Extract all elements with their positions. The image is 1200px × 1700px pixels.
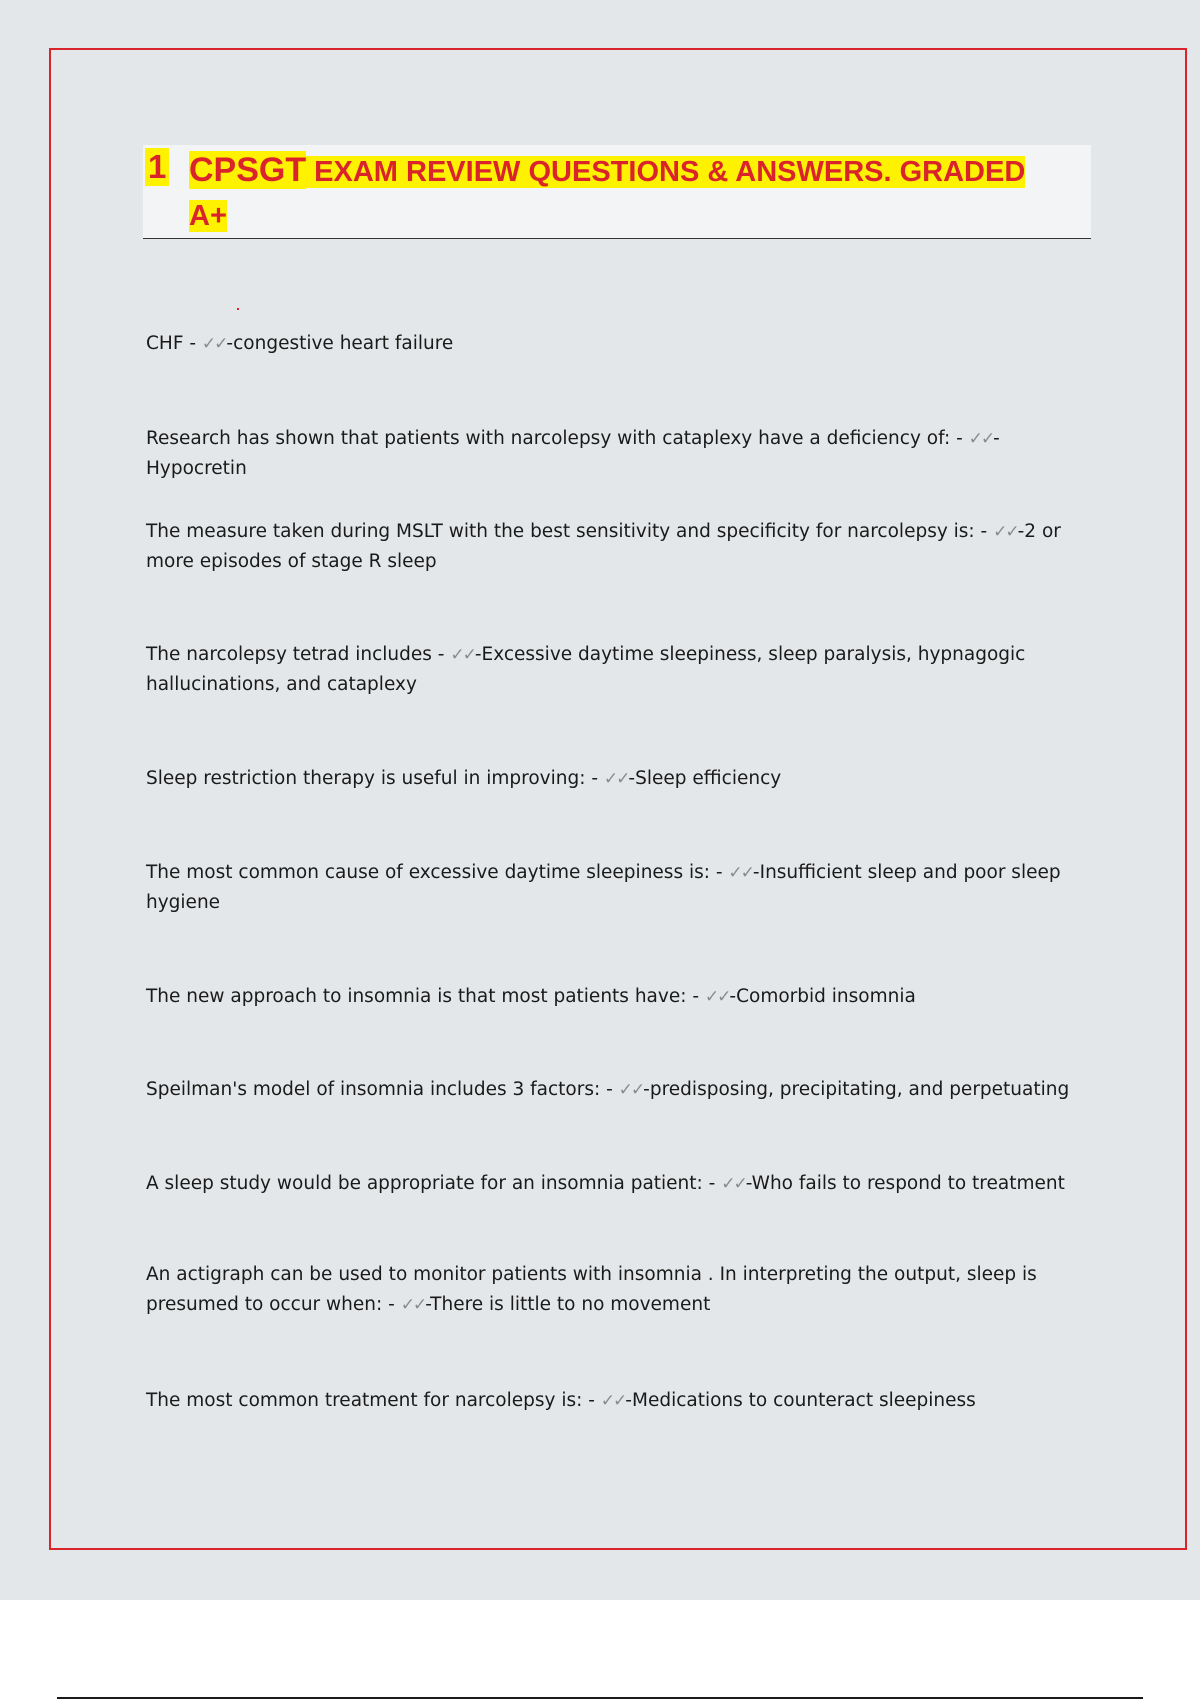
answer-prefix: - bbox=[425, 1294, 431, 1315]
separator: - bbox=[974, 521, 994, 542]
double-check-icon: ✓✓ bbox=[450, 645, 475, 665]
separator: - bbox=[431, 644, 451, 665]
question-text: An actigraph can be used to monitor patients with insomnia . In interpreting the output, sleep is presumed to occur when: bbox=[146, 1264, 1037, 1315]
question-text: Research has shown that patients with narcolepsy with cataplexy have a deficiency of: bbox=[146, 428, 951, 449]
separator: - bbox=[382, 1294, 401, 1315]
question-text: The narcolepsy tetrad includes bbox=[146, 644, 432, 665]
double-check-icon: ✓✓ bbox=[728, 863, 753, 883]
separator: - bbox=[950, 428, 969, 449]
answer-text: Comorbid insomnia bbox=[736, 986, 916, 1007]
question-text: CHF bbox=[146, 333, 184, 354]
question-text: The most common cause of excessive daytime sleepiness is: bbox=[146, 862, 710, 883]
answer-prefix: - bbox=[1017, 521, 1025, 542]
double-check-icon: ✓✓ bbox=[618, 1080, 644, 1100]
answer-prefix: - bbox=[752, 862, 760, 883]
separator: - bbox=[582, 1390, 601, 1411]
answer-prefix: - bbox=[729, 986, 737, 1007]
qa-item-8 bbox=[146, 1075, 1096, 1105]
question-text: The new approach to insomnia is that most patients have: bbox=[146, 986, 687, 1007]
qa-item-1 bbox=[146, 329, 1096, 359]
answer-text: There is little to no movement bbox=[430, 1294, 711, 1315]
answer-prefix: - bbox=[628, 768, 636, 789]
answer-text: Sleep efficiency bbox=[635, 768, 782, 789]
separator: - bbox=[686, 986, 705, 1007]
answer-prefix: - bbox=[993, 428, 1000, 449]
qa-item-11 bbox=[146, 1386, 1096, 1416]
answer-prefix: - bbox=[745, 1173, 752, 1194]
answer-prefix: - bbox=[643, 1079, 650, 1100]
separator: - bbox=[183, 333, 202, 354]
question-text: A sleep study would be appropriate for an insomnia patient: bbox=[146, 1173, 703, 1194]
question-text: Sleep restriction therapy is useful in improving: bbox=[146, 768, 586, 789]
answer-text: predisposing, precipitating, and perpetuating bbox=[649, 1079, 1070, 1100]
question-text: The most common treatment for narcolepsy is: bbox=[146, 1390, 583, 1411]
document-title bbox=[189, 148, 1069, 238]
double-check-icon: ✓✓ bbox=[993, 522, 1018, 542]
answer-prefix: - bbox=[625, 1390, 632, 1411]
qa-item-2 bbox=[146, 424, 1096, 484]
double-check-icon: ✓✓ bbox=[704, 987, 730, 1007]
answer-text: Excessive daytime sleepiness, sleep paralysis, hypnagogic hallucinations, and cataplexy bbox=[146, 644, 1026, 695]
separator: - bbox=[709, 862, 729, 883]
qa-item-4 bbox=[146, 640, 1096, 700]
page-frame bbox=[49, 48, 1187, 1550]
separator: - bbox=[702, 1173, 722, 1194]
double-check-icon: ✓✓ bbox=[603, 769, 629, 789]
answer-text: congestive heart failure bbox=[233, 333, 454, 354]
answer-text: Insufficient sleep and poor sleep hygiene bbox=[146, 862, 1061, 913]
red-dot-mark bbox=[237, 308, 239, 310]
double-check-icon: ✓✓ bbox=[600, 1391, 626, 1411]
double-check-icon: ✓✓ bbox=[201, 334, 227, 354]
qa-item-7 bbox=[146, 982, 1096, 1012]
double-check-icon: ✓✓ bbox=[400, 1295, 426, 1315]
answer-prefix: - bbox=[226, 333, 234, 354]
double-check-icon: ✓✓ bbox=[721, 1174, 746, 1194]
answer-text: Who fails to respond to treatment bbox=[751, 1173, 1065, 1194]
title-rest: EXAM REVIEW QUESTIONS & ANSWERS. GRADED A+ bbox=[189, 156, 1026, 232]
qa-item-10 bbox=[146, 1260, 1096, 1320]
qa-item-3 bbox=[146, 517, 1096, 577]
answer-text: 2 or more episodes of stage R sleep bbox=[146, 521, 1061, 572]
answer-text: Hypocretin bbox=[146, 458, 247, 479]
separator: - bbox=[600, 1079, 619, 1100]
double-check-icon: ✓✓ bbox=[968, 429, 994, 449]
title-number: 1 bbox=[145, 148, 169, 186]
question-text: Speilman's model of insomnia includes 3 factors: bbox=[146, 1079, 601, 1100]
answer-text: Medications to counteract sleepiness bbox=[631, 1390, 976, 1411]
qa-item-9 bbox=[146, 1169, 1096, 1199]
separator: - bbox=[585, 768, 604, 789]
title-lead: CPSGT bbox=[189, 151, 307, 189]
answer-prefix: - bbox=[474, 644, 482, 665]
qa-item-5 bbox=[146, 764, 1096, 794]
footer-divider bbox=[57, 1697, 1143, 1699]
qa-item-6 bbox=[146, 858, 1096, 918]
question-text: The measure taken during MSLT with the best sensitivity and specificity for narcolepsy is: bbox=[146, 521, 975, 542]
